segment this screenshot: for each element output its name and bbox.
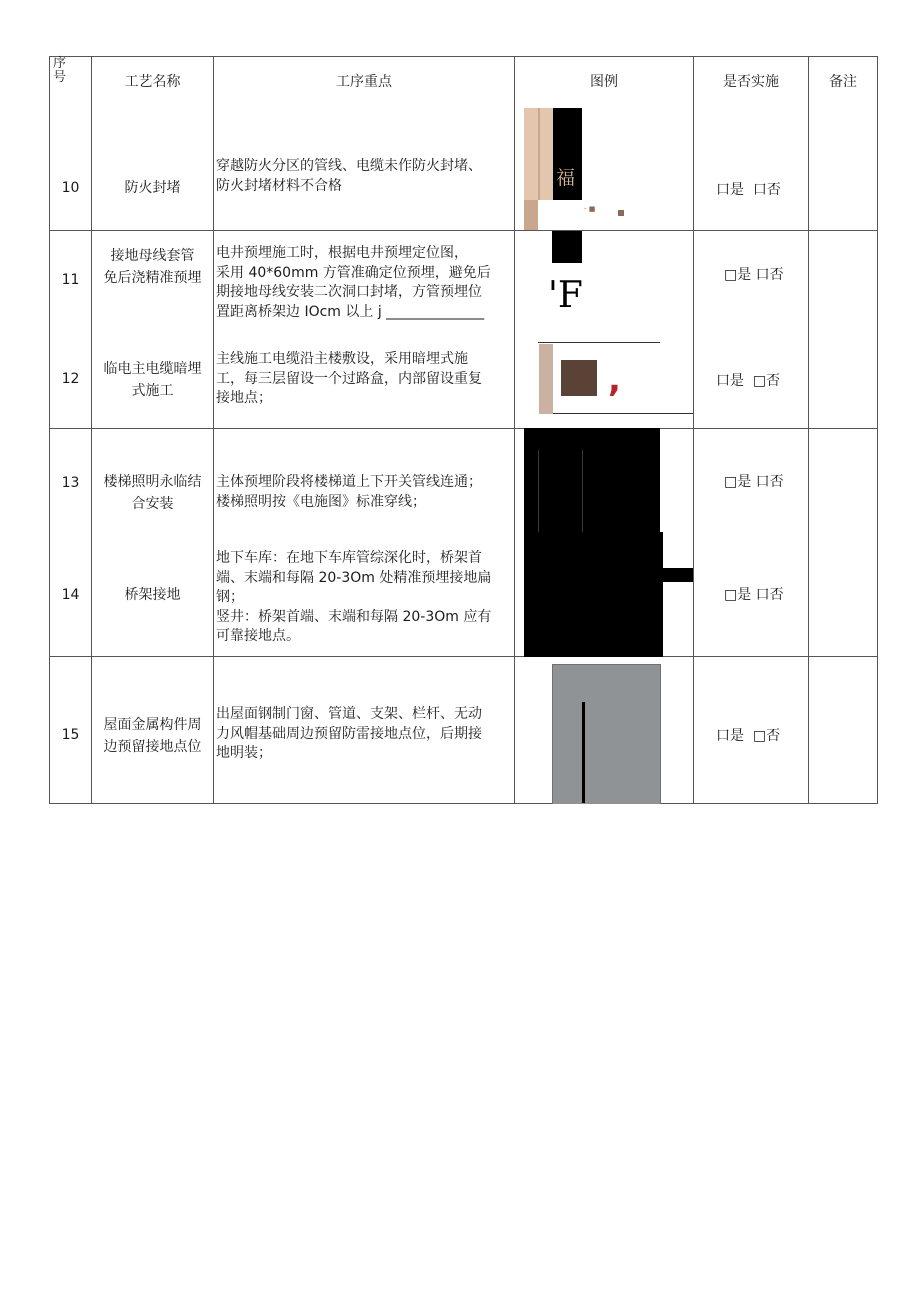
process-name-line: 屋面金属构件周 (103, 717, 202, 733)
focus-line: 接地点； (216, 390, 272, 406)
process-focus (216, 473, 514, 512)
header-remarks: 备注 (829, 74, 857, 90)
photo-dark-bottom (524, 532, 663, 657)
illustration-fire-sealing (520, 106, 690, 230)
focus-line: 出屋面钢制门窗、管道、支架、栏杆、无动 (216, 706, 482, 722)
header-name: 工艺名称 (124, 74, 181, 90)
photo-caption-mark (618, 210, 624, 216)
process-focus (216, 549, 514, 647)
focus-line: 钢； (216, 589, 244, 605)
focus-line: 端、末端和每隔 20-3Om 处精准预埋接地扁 (216, 569, 492, 586)
process-name-line: 合安装 (131, 496, 174, 512)
focus-line: 力风帽基础周边预留防雷接地点位，后期接 (216, 725, 482, 742)
implemented-checkbox[interactable]: 口是 □否 (716, 373, 781, 389)
focus-line: 电井预埋施工时，根据电井预埋定位图， (216, 245, 468, 261)
process-name (92, 356, 213, 404)
process-name: 桥架接地 (124, 587, 181, 603)
focus-line: 竖井：桥架首端、末端和每隔 20-3Om 应有 (216, 608, 492, 625)
focus-line: 期接地母线安装二次洞口封堵，方管预埋位 (216, 284, 482, 300)
row-number: 14 (61, 587, 80, 603)
process-name (92, 243, 213, 291)
header-illustration: 图例 (590, 74, 618, 90)
photo-tan-base (524, 200, 538, 230)
table-border-left (49, 56, 50, 804)
row-number: 15 (61, 727, 80, 743)
photo-guide-line (582, 450, 583, 532)
photo-gray-panel (552, 664, 661, 804)
implemented-checkbox[interactable]: 口是 口否 (716, 182, 781, 198)
junction-box (561, 360, 597, 396)
table-border-top (49, 56, 878, 57)
row-number: 11 (61, 272, 80, 288)
process-name-line: 免后浇精准预埋 (103, 270, 202, 286)
col-divider (808, 56, 809, 804)
focus-line: 采用 40*60mm 方管准确定位预埋，避免后 (216, 264, 491, 281)
process-name-line: 边预留接地点位 (103, 739, 202, 755)
row-divider (49, 656, 878, 657)
process-name-line: 楼梯照明永临结 (103, 474, 202, 490)
process-focus (216, 157, 514, 196)
photo-gap (539, 450, 582, 532)
header-implemented: 是否实施 (723, 74, 779, 90)
focus-line: 主线施工电缆沿主楼敷设，采用暗埋式施 (216, 351, 468, 367)
illustration-roof-grounding (552, 664, 661, 804)
implemented-checkbox[interactable]: □是 口否 (724, 474, 784, 490)
sketch-top-line (538, 342, 660, 343)
process-name-line: 临电主电缆暗埋 (103, 361, 202, 377)
sketch-tan-bar (539, 344, 553, 414)
focus-line: 置距离桥架边 IOcm 以上 j ______________ (216, 303, 485, 320)
focus-line: 工，每三层留设一个过路盒，内部留设重复 (216, 370, 482, 387)
process-focus (216, 705, 514, 764)
process-name: 防火封堵 (124, 180, 181, 196)
illustration-buried-cable (536, 340, 694, 416)
row-divider (49, 428, 878, 429)
row-number: 10 (61, 180, 80, 196)
row-divider (49, 230, 878, 231)
implemented-checkbox[interactable]: □是 口否 (724, 267, 784, 283)
process-name (92, 712, 213, 760)
table-border-right (877, 56, 878, 804)
focus-line: 主体预埋阶段将楼梯道上下开关管线连通； (216, 474, 482, 490)
sketch-bottom-line (553, 413, 693, 414)
col-divider (213, 56, 214, 804)
process-name (92, 469, 213, 517)
header-seq: 序号 (53, 56, 67, 85)
table-border-bottom (49, 803, 878, 804)
implemented-checkbox[interactable]: □是 口否 (724, 587, 784, 603)
process-focus (216, 350, 514, 409)
focus-line: 地下车库：在地下车库管综深化时，桥架首 (216, 550, 482, 566)
photo-tray-arm (663, 568, 693, 582)
photo-caption: - ■ (584, 205, 596, 213)
focus-line: 可靠接地点。 (216, 628, 300, 644)
row-number: 12 (61, 371, 80, 387)
implemented-checkbox[interactable]: 口是 □否 (716, 728, 781, 744)
process-focus (216, 244, 514, 322)
illustration-ground-bus-sleeve (552, 231, 582, 263)
sketch-red-mark: , (608, 360, 621, 400)
illustration-stair-lighting-tray-grounding (524, 428, 694, 657)
row-number: 13 (61, 475, 80, 491)
illustration-f-letter: 'F (548, 275, 583, 316)
grounding-rod (582, 702, 585, 803)
col-divider (514, 56, 515, 804)
fu-character: 福 (556, 167, 576, 189)
focus-line: 地明装； (216, 745, 272, 761)
header-focus: 工序重点 (336, 74, 392, 90)
focus-line: 防火封堵材料不合格 (216, 177, 342, 194)
photo-tan-strip (538, 108, 540, 200)
col-divider (91, 56, 92, 804)
process-name-line: 接地母线套管 (110, 248, 195, 264)
process-name-line: 式施工 (131, 383, 174, 399)
focus-line: 穿越防火分区的管线、电缆未作防火封堵、 (216, 158, 482, 174)
focus-line: 楼梯照明按《电施图》标准穿线； (216, 493, 426, 510)
